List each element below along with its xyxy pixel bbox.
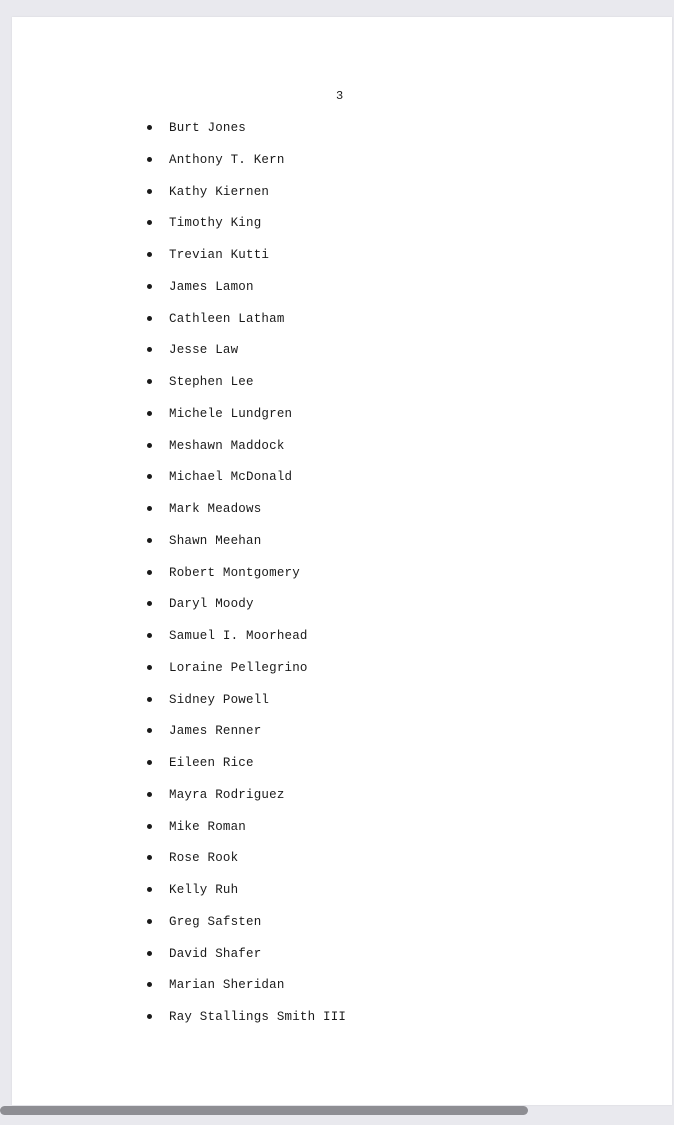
list-item [144, 722, 346, 754]
list-item-text: Greg Safsten [169, 914, 262, 929]
bullet-icon [147, 220, 152, 225]
list-item [144, 214, 346, 246]
list-item-text: Loraine Pellegrino [169, 660, 308, 675]
list-item [144, 945, 346, 977]
name-list [144, 119, 346, 1040]
bullet-icon [147, 189, 152, 194]
list-item [144, 818, 346, 850]
list-item [144, 849, 346, 881]
bullet-icon [147, 855, 152, 860]
horizontal-scrollbar-thumb[interactable] [0, 1106, 528, 1115]
bullet-icon [147, 538, 152, 543]
page-number: 3 [336, 89, 344, 103]
bullet-icon [147, 887, 152, 892]
list-item [144, 976, 346, 1008]
bullet-icon [147, 633, 152, 638]
list-item [144, 754, 346, 786]
bullet-icon [147, 157, 152, 162]
bullet-icon [147, 506, 152, 511]
list-item [144, 1008, 346, 1040]
bullet-icon [147, 347, 152, 352]
list-item-text: Michael McDonald [169, 470, 293, 485]
list-item [144, 278, 346, 310]
list-item-text: Shawn Meehan [169, 533, 262, 548]
list-item [144, 437, 346, 469]
list-item-text: Marian Sheridan [169, 978, 285, 993]
list-item-text: Robert Montgomery [169, 565, 300, 580]
list-item-text: Daryl Moody [169, 597, 254, 612]
bullet-icon [147, 728, 152, 733]
list-item-text: James Lamon [169, 279, 254, 294]
list-item-text: Eileen Rice [169, 756, 254, 770]
list-item-text: Burt Jones [169, 121, 247, 135]
list-item [144, 246, 346, 278]
list-item [144, 881, 346, 913]
list-item [144, 595, 346, 627]
list-item [144, 913, 346, 945]
bullet-icon [147, 570, 152, 575]
list-item [144, 659, 346, 691]
bullet-icon [147, 919, 152, 924]
bullet-icon [147, 474, 152, 479]
bullet-icon [147, 316, 152, 321]
list-item [144, 564, 346, 596]
list-item [144, 341, 346, 373]
list-item-text: Sidney Powell [169, 692, 270, 707]
list-item [144, 151, 346, 183]
list-item [144, 786, 346, 818]
list-item [144, 532, 346, 564]
list-item [144, 119, 346, 151]
list-item-text: Mike Roman [169, 819, 247, 834]
list-item-text: Samuel I. Moorhead [169, 629, 308, 643]
bullet-icon [147, 665, 152, 670]
bullet-icon [147, 443, 152, 448]
list-item-text: Rose Rook [169, 851, 239, 866]
bullet-icon [147, 252, 152, 257]
bullet-icon [147, 982, 152, 987]
list-item-text: Stephen Lee [169, 375, 254, 389]
list-item-text: David Shafer [169, 946, 262, 961]
list-item-text: Mayra Rodriguez [169, 787, 285, 802]
list-item [144, 468, 346, 500]
list-item [144, 310, 346, 342]
bullet-icon [147, 411, 152, 416]
list-item-text: Ray Stallings Smith III [169, 1010, 347, 1024]
bullet-icon [147, 284, 152, 289]
bullet-icon [147, 601, 152, 606]
list-item-text: James Renner [169, 724, 262, 739]
bullet-icon [147, 697, 152, 702]
list-item-text: Meshawn Maddock [169, 438, 285, 453]
list-item [144, 405, 346, 437]
list-item-text: Jesse Law [169, 343, 239, 358]
bullet-icon [147, 824, 152, 829]
list-item-text: Trevian Kutti [169, 248, 270, 262]
list-item [144, 500, 346, 532]
bullet-icon [147, 760, 152, 765]
bullet-icon [147, 379, 152, 384]
bullet-icon [147, 125, 152, 130]
list-item-text: Cathleen Latham [169, 311, 285, 326]
bullet-icon [147, 792, 152, 797]
list-item-text: Anthony T. Kern [169, 152, 285, 167]
list-item [144, 627, 346, 659]
list-item-text: Kelly Ruh [169, 883, 239, 897]
list-item [144, 373, 346, 405]
list-item [144, 691, 346, 723]
list-item [144, 183, 346, 215]
list-item-text: Mark Meadows [169, 502, 262, 516]
bullet-icon [147, 1014, 152, 1019]
list-item-text: Michele Lundgren [169, 406, 293, 421]
list-item-text: Kathy Kiernen [169, 184, 270, 199]
bullet-icon [147, 951, 152, 956]
list-item-text: Timothy King [169, 216, 262, 231]
